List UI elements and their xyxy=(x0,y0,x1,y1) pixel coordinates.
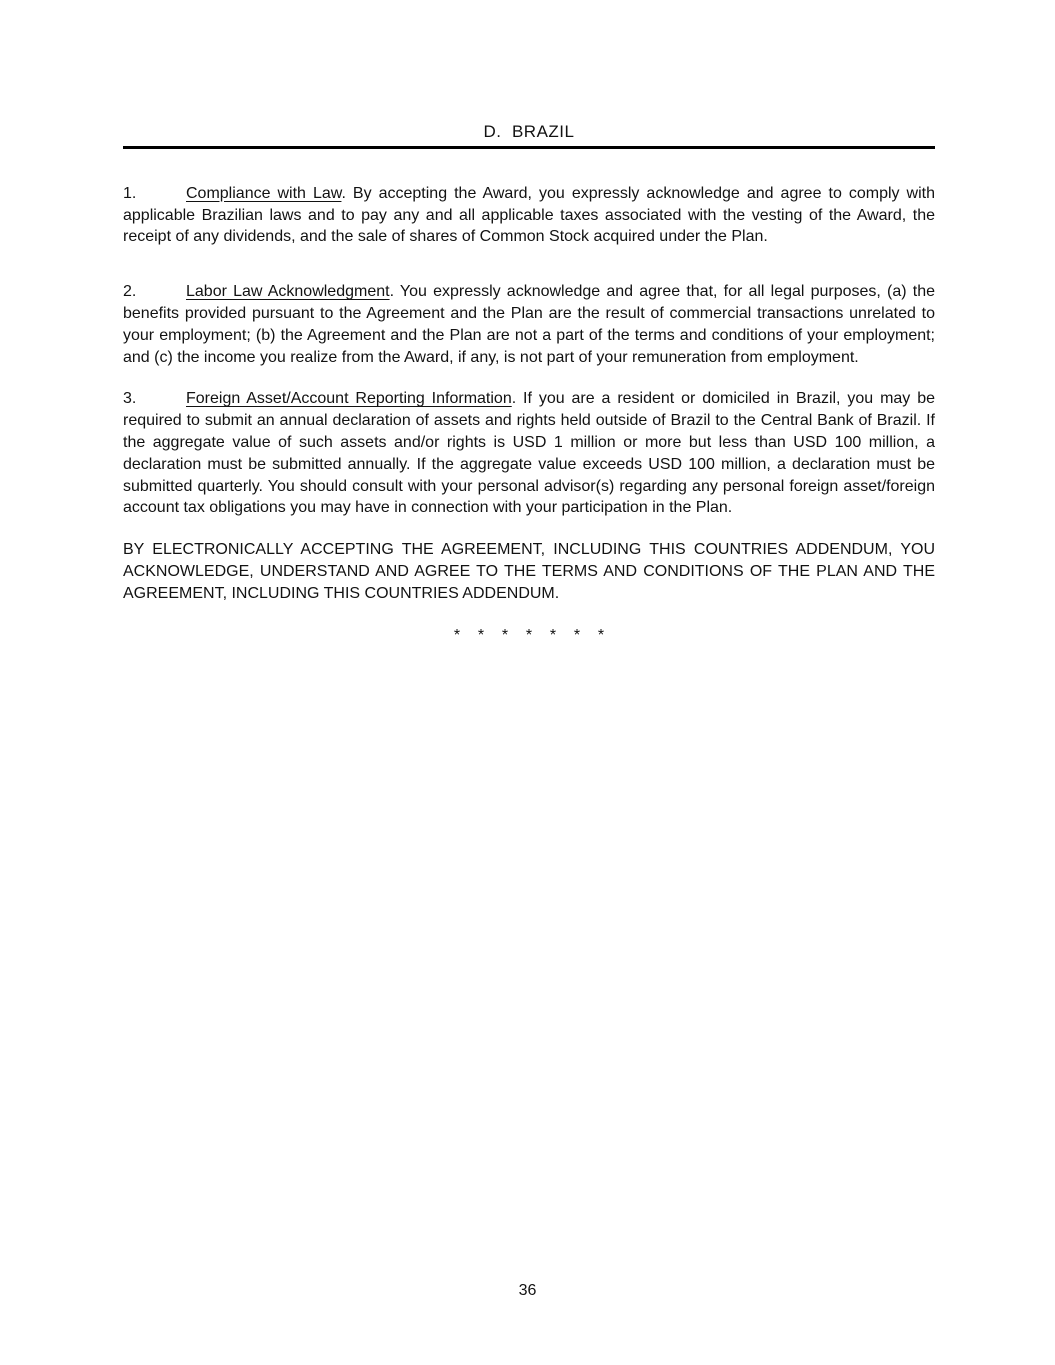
acceptance-statement: BY ELECTRONICALLY ACCEPTING THE AGREEMENT, INCLUDING THIS COUNTRIES ADDENDUM, YOU ACKNOWLEDGE, UNDERSTAND AND AGREE TO THE TERMS AND CONDITIONS OF THE PLAN AND THE AGREEMENT, INCLUDING THIS COUNTRIES ADDENDUM. xyxy=(123,541,935,602)
paragraph-text: . By accepting the Award, you expressly acknowledge and agree to comply with applicable Brazilian laws and to pay any and all applicable taxes associated with the vesting of the Award, the receipt of any dividends, and the sale of shares of Common Stock acquired under the Plan. xyxy=(123,184,936,246)
document-body xyxy=(123,0,935,646)
page-number: 36 xyxy=(518,1282,537,1299)
paragraph-heading: Compliance with Law xyxy=(186,184,342,202)
asterisk-separator: * * * * * * * xyxy=(453,626,605,644)
paragraph-foreign-asset-reporting xyxy=(123,388,935,519)
paragraph-number: 2. xyxy=(123,283,137,301)
paragraph-text: . You expressly acknowledge and agree that, for all legal purposes, (a) the benefits provided pursuant to the Agreement and the Plan are the result of commercial transactions unrelated to your employment; (b) the Agreement and the Plan are not a part of the terms and conditions of your employment; and (c) the income you realize from the Award, if any, is not part of your remuneration from employment. xyxy=(123,283,936,366)
paragraph-labor-law-acknowledgment xyxy=(123,281,935,368)
section-title: D. BRAZIL xyxy=(123,121,935,149)
paragraph-number: 3. xyxy=(123,390,137,408)
paragraph-text: . If you are a resident or domiciled in Brazil, you may be required to submit an annual declaration of assets and rights held outside of Brazil to the Central Bank of Brazil. If the aggregate value of such assets and/or rights is USD 1 million or more but less than USD 100 million, a declaration must be submitted annually. If the aggregate value exceeds USD 100 million, a declaration must be submitted quarterly. You should consult with your personal advisor(s) regarding any personal foreign asset/foreign account tax obligations you may have in connection with your participation in the Plan. xyxy=(123,390,935,517)
paragraph-heading: Labor Law Acknowledgment xyxy=(186,283,390,301)
paragraph-compliance-with-law xyxy=(123,183,935,248)
paragraph-number: 1. xyxy=(123,184,137,202)
paragraph-heading: Foreign Asset/Account Reporting Information xyxy=(186,390,512,408)
